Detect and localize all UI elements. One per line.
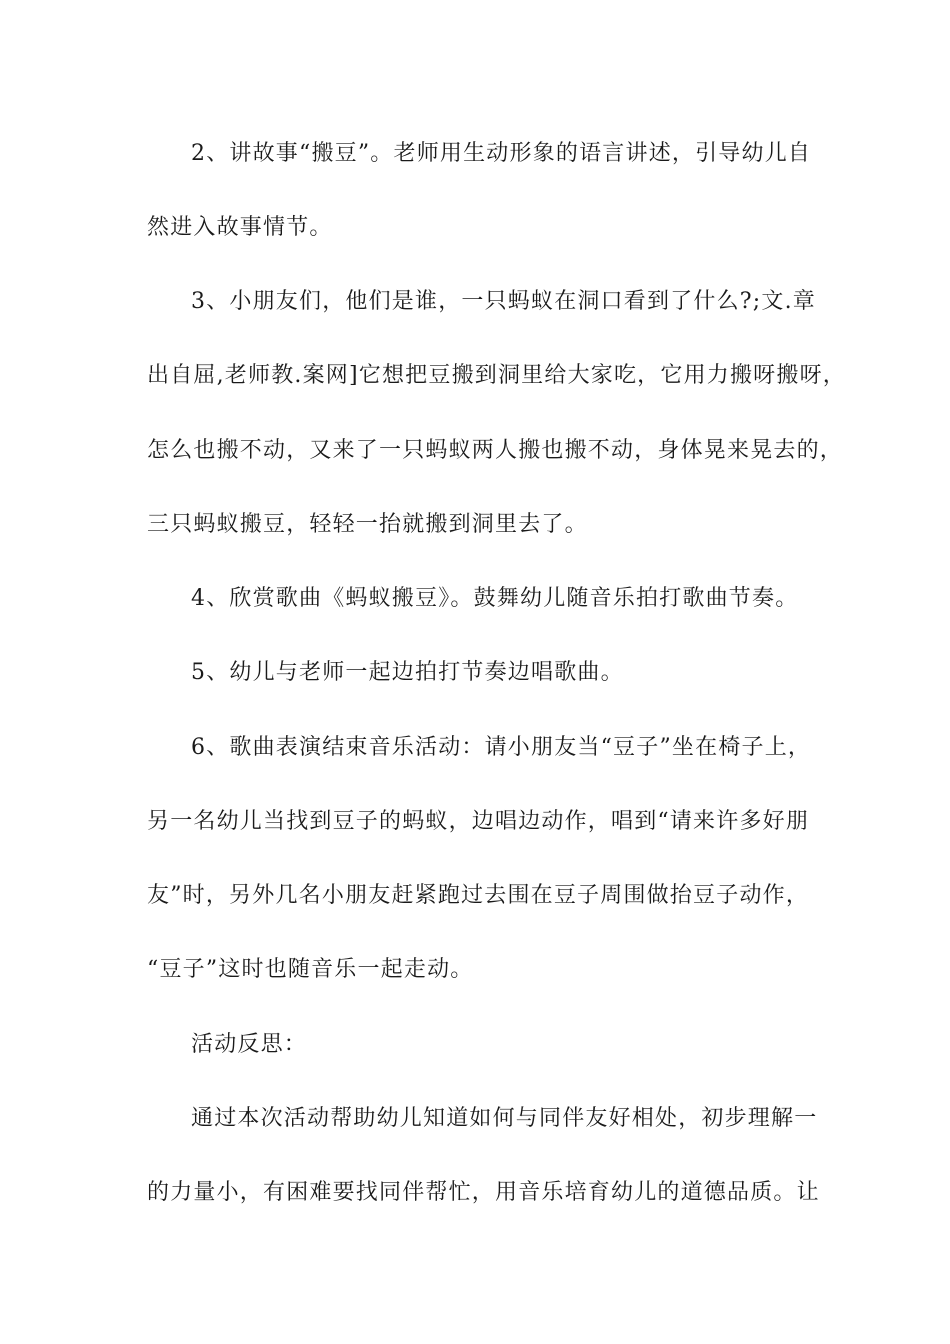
paragraph-line: 出自屈,老师教.案网]它想把豆搬到洞里给大家吃，它用力搬呀搬呀，: [147, 363, 846, 388]
paragraph-line: “豆子”这时也随音乐一起走动。: [147, 957, 474, 982]
section-heading: 活动反思：: [191, 1032, 308, 1057]
paragraph-line: 5、幼儿与老师一起边拍打节奏边唱歌曲。: [191, 660, 624, 685]
paragraph-line: 的力量小，有困难要找同伴帮忙，用音乐培育幼儿的道德品质。让: [147, 1180, 820, 1205]
paragraph-line: 2、讲故事“搬豆”。老师用生动形象的语言讲述，引导幼儿自: [191, 141, 812, 166]
paragraph-line: 通过本次活动帮助幼儿知道如何与同伴友好相处，初步理解一: [191, 1106, 818, 1131]
paragraph-line: 然进入故事情节。: [147, 215, 333, 240]
paragraph-line: 怎么也搬不动，又来了一只蚂蚁两人搬也搬不动，身体晃来晃去的，: [147, 438, 844, 463]
paragraph-line: 6、歌曲表演结束音乐活动：请小朋友当“豆子”坐在椅子上，: [191, 735, 812, 760]
paragraph-line: 4、欣赏歌曲《蚂蚁搬豆》。鼓舞幼儿随音乐拍打歌曲节奏。: [191, 586, 799, 611]
paragraph-line: 另一名幼儿当找到豆子的蚂蚁，边唱边动作，唱到“请来许多好朋: [147, 809, 810, 834]
paragraph-line: 三只蚂蚁搬豆，轻轻一抬就搬到洞里去了。: [147, 512, 588, 537]
paragraph-line: 3、小朋友们，他们是谁，一只蚂蚁在洞口看到了什么?;文.章: [191, 289, 816, 314]
paragraph-line: 友”时，另外几名小朋友赶紧跑过去围在豆子周围做抬豆子动作，: [147, 883, 810, 908]
